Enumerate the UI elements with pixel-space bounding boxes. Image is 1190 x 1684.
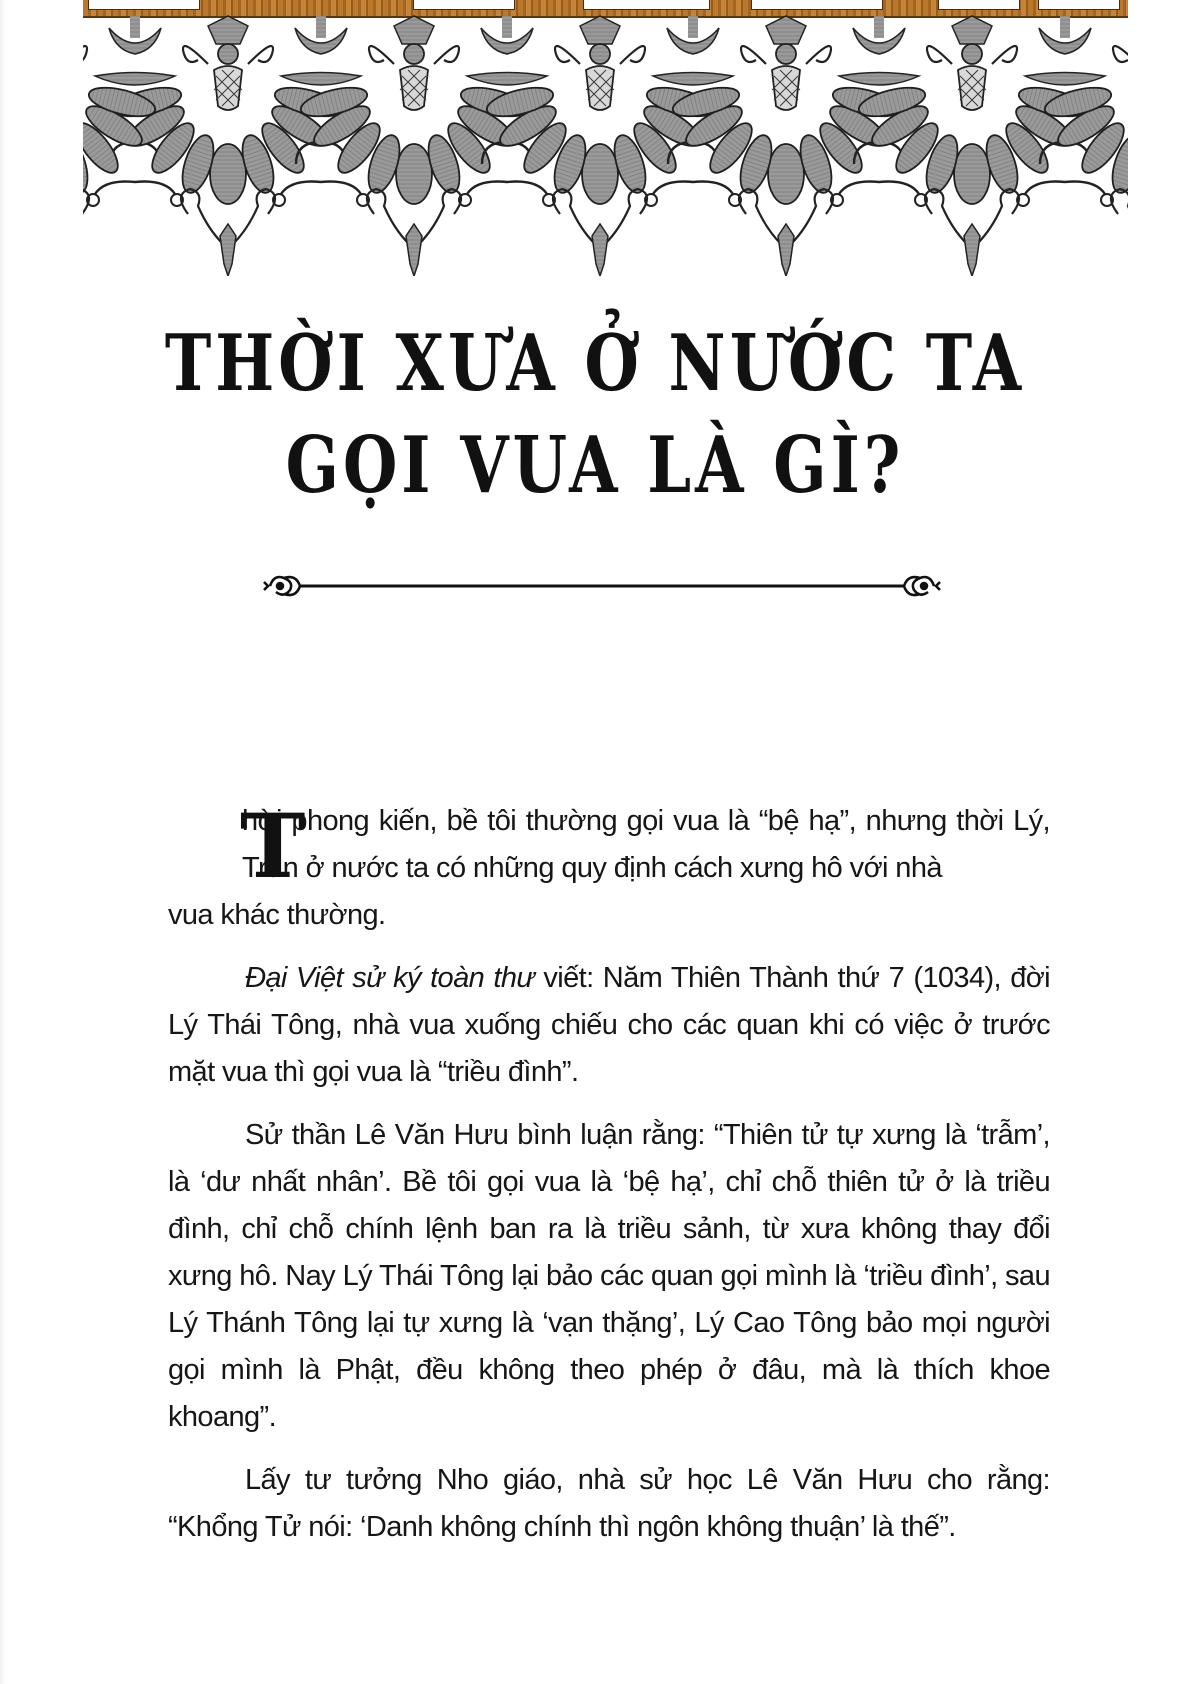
flourish-divider-icon <box>262 568 942 602</box>
frame-window <box>88 0 200 10</box>
paragraph-1 <box>168 794 1050 939</box>
page-edge <box>0 0 6 1684</box>
page-title-line-2: GỌI VUA LÀ GÌ? <box>285 420 905 511</box>
flourish-divider <box>262 568 942 602</box>
frame-window <box>413 0 515 10</box>
frame-window <box>1038 0 1120 10</box>
paragraph-3: Sử thần Lê Văn Hưu bình luận rằng: “Thiên tử tự xưng là ‘trẫm’, là ‘dư nhất nhân’. Bề tôi gọi vua là ‘bệ hạ’, chỉ chỗ thiên tử ở là triều đình, chỉ chỗ chính lệnh ban ra là triều sảnh, từ xưa không thay đổi xưng hô. Nay Lý Thái Tông lại bảo các quan gọi mình là ‘triều đình’, sau Lý Thánh Tông lại tự xưng là ‘vạn thặng’, Lý Cao Tông bảo mọi người gọi mình là Phật, đều không theo phép ở đâu, mà là thích khoe khoang”. <box>168 1119 1050 1433</box>
paragraph-2 <box>168 955 1050 1096</box>
paragraph-1-tail: vua khác thường. <box>168 899 386 931</box>
frame-window <box>938 0 1020 10</box>
baroque-ornament-icon <box>83 14 1128 276</box>
paragraph-4: Lấy tư tưởng Nho giáo, nhà sử học Lê Văn Hưu cho rằng: “Khổng Tử nói: ‘Danh không chính thì ngôn không thuận’ là thế”. <box>168 1464 1050 1543</box>
frame-window <box>583 0 710 10</box>
book-title: Đại Việt sử ký toàn thư <box>245 962 535 994</box>
page-title-line-1: THỜI XƯA Ở NƯỚC TA <box>164 318 1026 409</box>
drop-cap: T <box>240 794 305 898</box>
ornament-band <box>83 14 1128 276</box>
paragraph-2-text: viết: Năm Thiên Thành thứ 7 (1034), đời Lý Thái Tông, nhà vua xuống chiếu cho các quan khi có việc ở trước mặt vua thì gọi vua là “triều đình”. <box>168 962 1051 1088</box>
frame-window <box>751 0 883 10</box>
article-body <box>168 794 1051 1567</box>
paragraph-1-text: hời phong kiến, bề tôi thường gọi vua là “bệ hạ”, nhưng thời Lý, Trần ở nước ta có những quy định cách xưng hô với nhà <box>242 805 1050 884</box>
